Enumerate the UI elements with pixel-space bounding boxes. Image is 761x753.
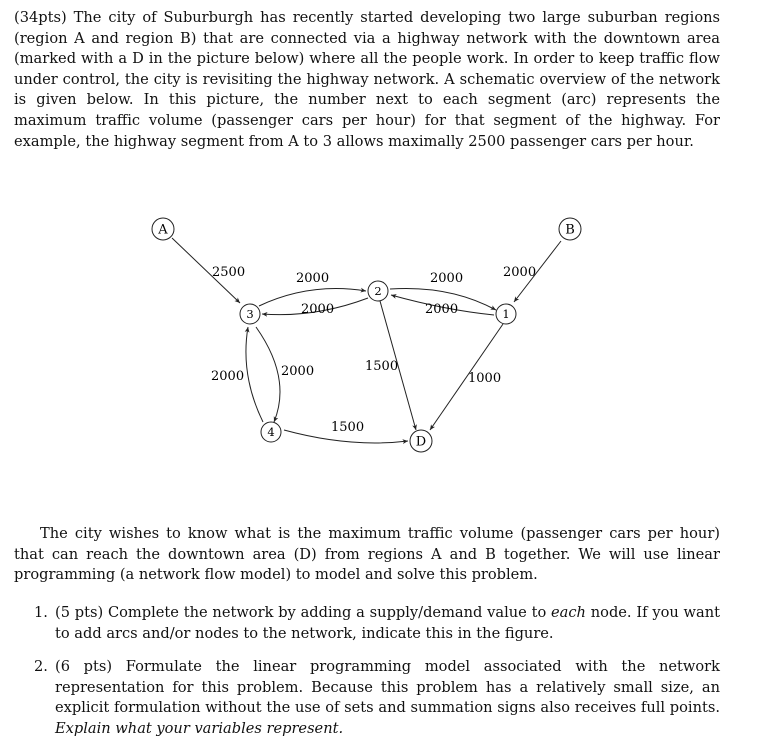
question-item (0, 657, 720, 739)
capacity-label-B-1: 2000 (503, 265, 537, 280)
problem-points: (34pts) (14, 9, 67, 26)
question-item (0, 603, 720, 644)
capacity-label-1-2: 2000 (425, 302, 459, 317)
capacity-label-2-3: 2000 (301, 302, 335, 317)
question-points: (6 pts) (55, 658, 113, 676)
arc-4-3 (246, 327, 263, 422)
capacity-label-1-D: 1000 (468, 371, 502, 386)
node-4 (261, 422, 281, 442)
capacity-label-3-4: 2000 (281, 364, 315, 379)
question-number: 1. (34, 604, 48, 621)
node-2 (368, 281, 388, 301)
node-D (410, 430, 432, 452)
capacity-label-2-D: 1500 (365, 359, 399, 374)
question-text: Formulate the linear programming model associated with the network representation for this problem. Because this problem has a relatively small size, an explicit formulation without the use of sets and summation signs also receives full points. (55, 658, 721, 717)
node-4-label: 4 (267, 425, 275, 439)
question-list (0, 603, 720, 753)
question-emphasis: each (551, 604, 586, 621)
node-1-label: 1 (502, 307, 510, 321)
node-A (152, 218, 174, 240)
problem-intro-text: The city of Suburburgh has recently started developing two large suburban regions (region A and region B) that are connected via a highway network with the downtown area (marked with a D in the picture below) where all the people work. In order to keep traffic flow under control, the city is revisiting the highway network. A schematic overview of the network is given below. In this picture, the number next to each segment (arc) represents the maximum traffic volume (passenger cars per hour) for that segment of the highway. For example, the highway segment from A to 3 allows maximally 2500 passenger cars per hour. (14, 9, 720, 150)
node-2-label: 2 (374, 284, 382, 298)
capacity-label-4-D: 1500 (331, 420, 365, 435)
question-points: (5 pts) (55, 604, 104, 621)
node-B (559, 218, 581, 240)
capacity-label-2-1: 2000 (430, 271, 464, 286)
node-B-label: B (565, 222, 575, 238)
question-text-end: node. If you want to add arcs and/or nodes to the network, indicate this in the figure. (55, 604, 721, 642)
question-emphasis: Explain what your variables represent. (55, 719, 344, 737)
node-1 (496, 304, 516, 324)
capacity-label-A-3: 2500 (212, 265, 246, 280)
node-A-label: A (158, 222, 168, 238)
question-text: Complete the network by adding a supply/demand value to (107, 604, 552, 621)
arc-3-4 (256, 327, 280, 422)
question-number: 2. (34, 658, 48, 676)
node-3-label: 3 (246, 307, 254, 321)
problem-closing: The city wishes to know what is the maximum traffic volume (passenger cars per hour) that can reach the downtown area (D) from regions A and B together. We will use linear programming (a network flow model) to model and solve this problem. (14, 525, 720, 584)
node-D-label: D (415, 434, 427, 450)
node-3 (240, 304, 260, 324)
capacity-label-3-2: 2000 (296, 271, 330, 286)
capacity-label-4-3: 2000 (211, 369, 245, 384)
